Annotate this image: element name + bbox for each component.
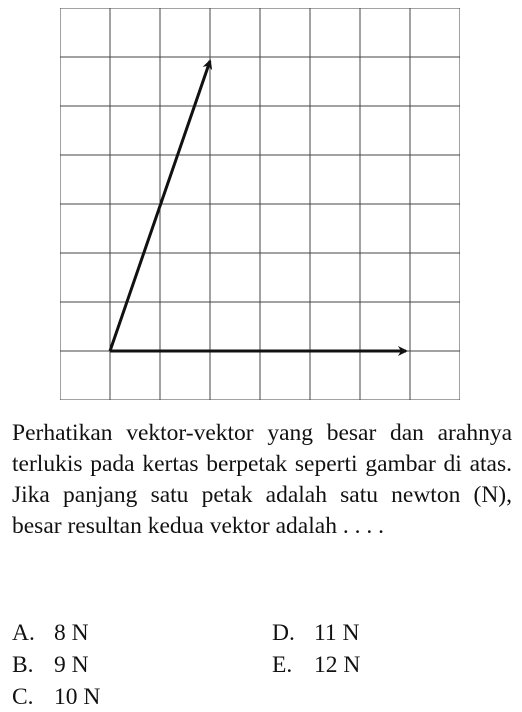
option-letter: C. [12,684,34,710]
option-value: 9 N [54,652,89,678]
question-text: Perhatikan vektor-vektor yang besar dan arahnya terlukis pada kertas berpetak seperti gambar di atas. Jika panjang satu petak adalah satu newton (N), besar resultan kedua vektor adalah . . . . [12,420,512,539]
option-letter: D. [272,620,295,646]
option-letter: B. [12,652,34,678]
option-letter: A. [12,620,35,646]
option-value: 12 N [314,652,361,678]
option-value: 8 N [54,620,89,646]
option-c[interactable] [12,682,100,712]
option-value: 10 N [54,684,101,710]
option-d[interactable] [272,618,359,648]
grid-figure [60,8,460,400]
option-a[interactable] [12,618,89,648]
option-b[interactable] [12,650,89,680]
option-e[interactable] [272,650,360,680]
grid-lines [60,8,460,400]
option-letter: E. [272,652,293,678]
option-value: 11 N [314,620,360,646]
